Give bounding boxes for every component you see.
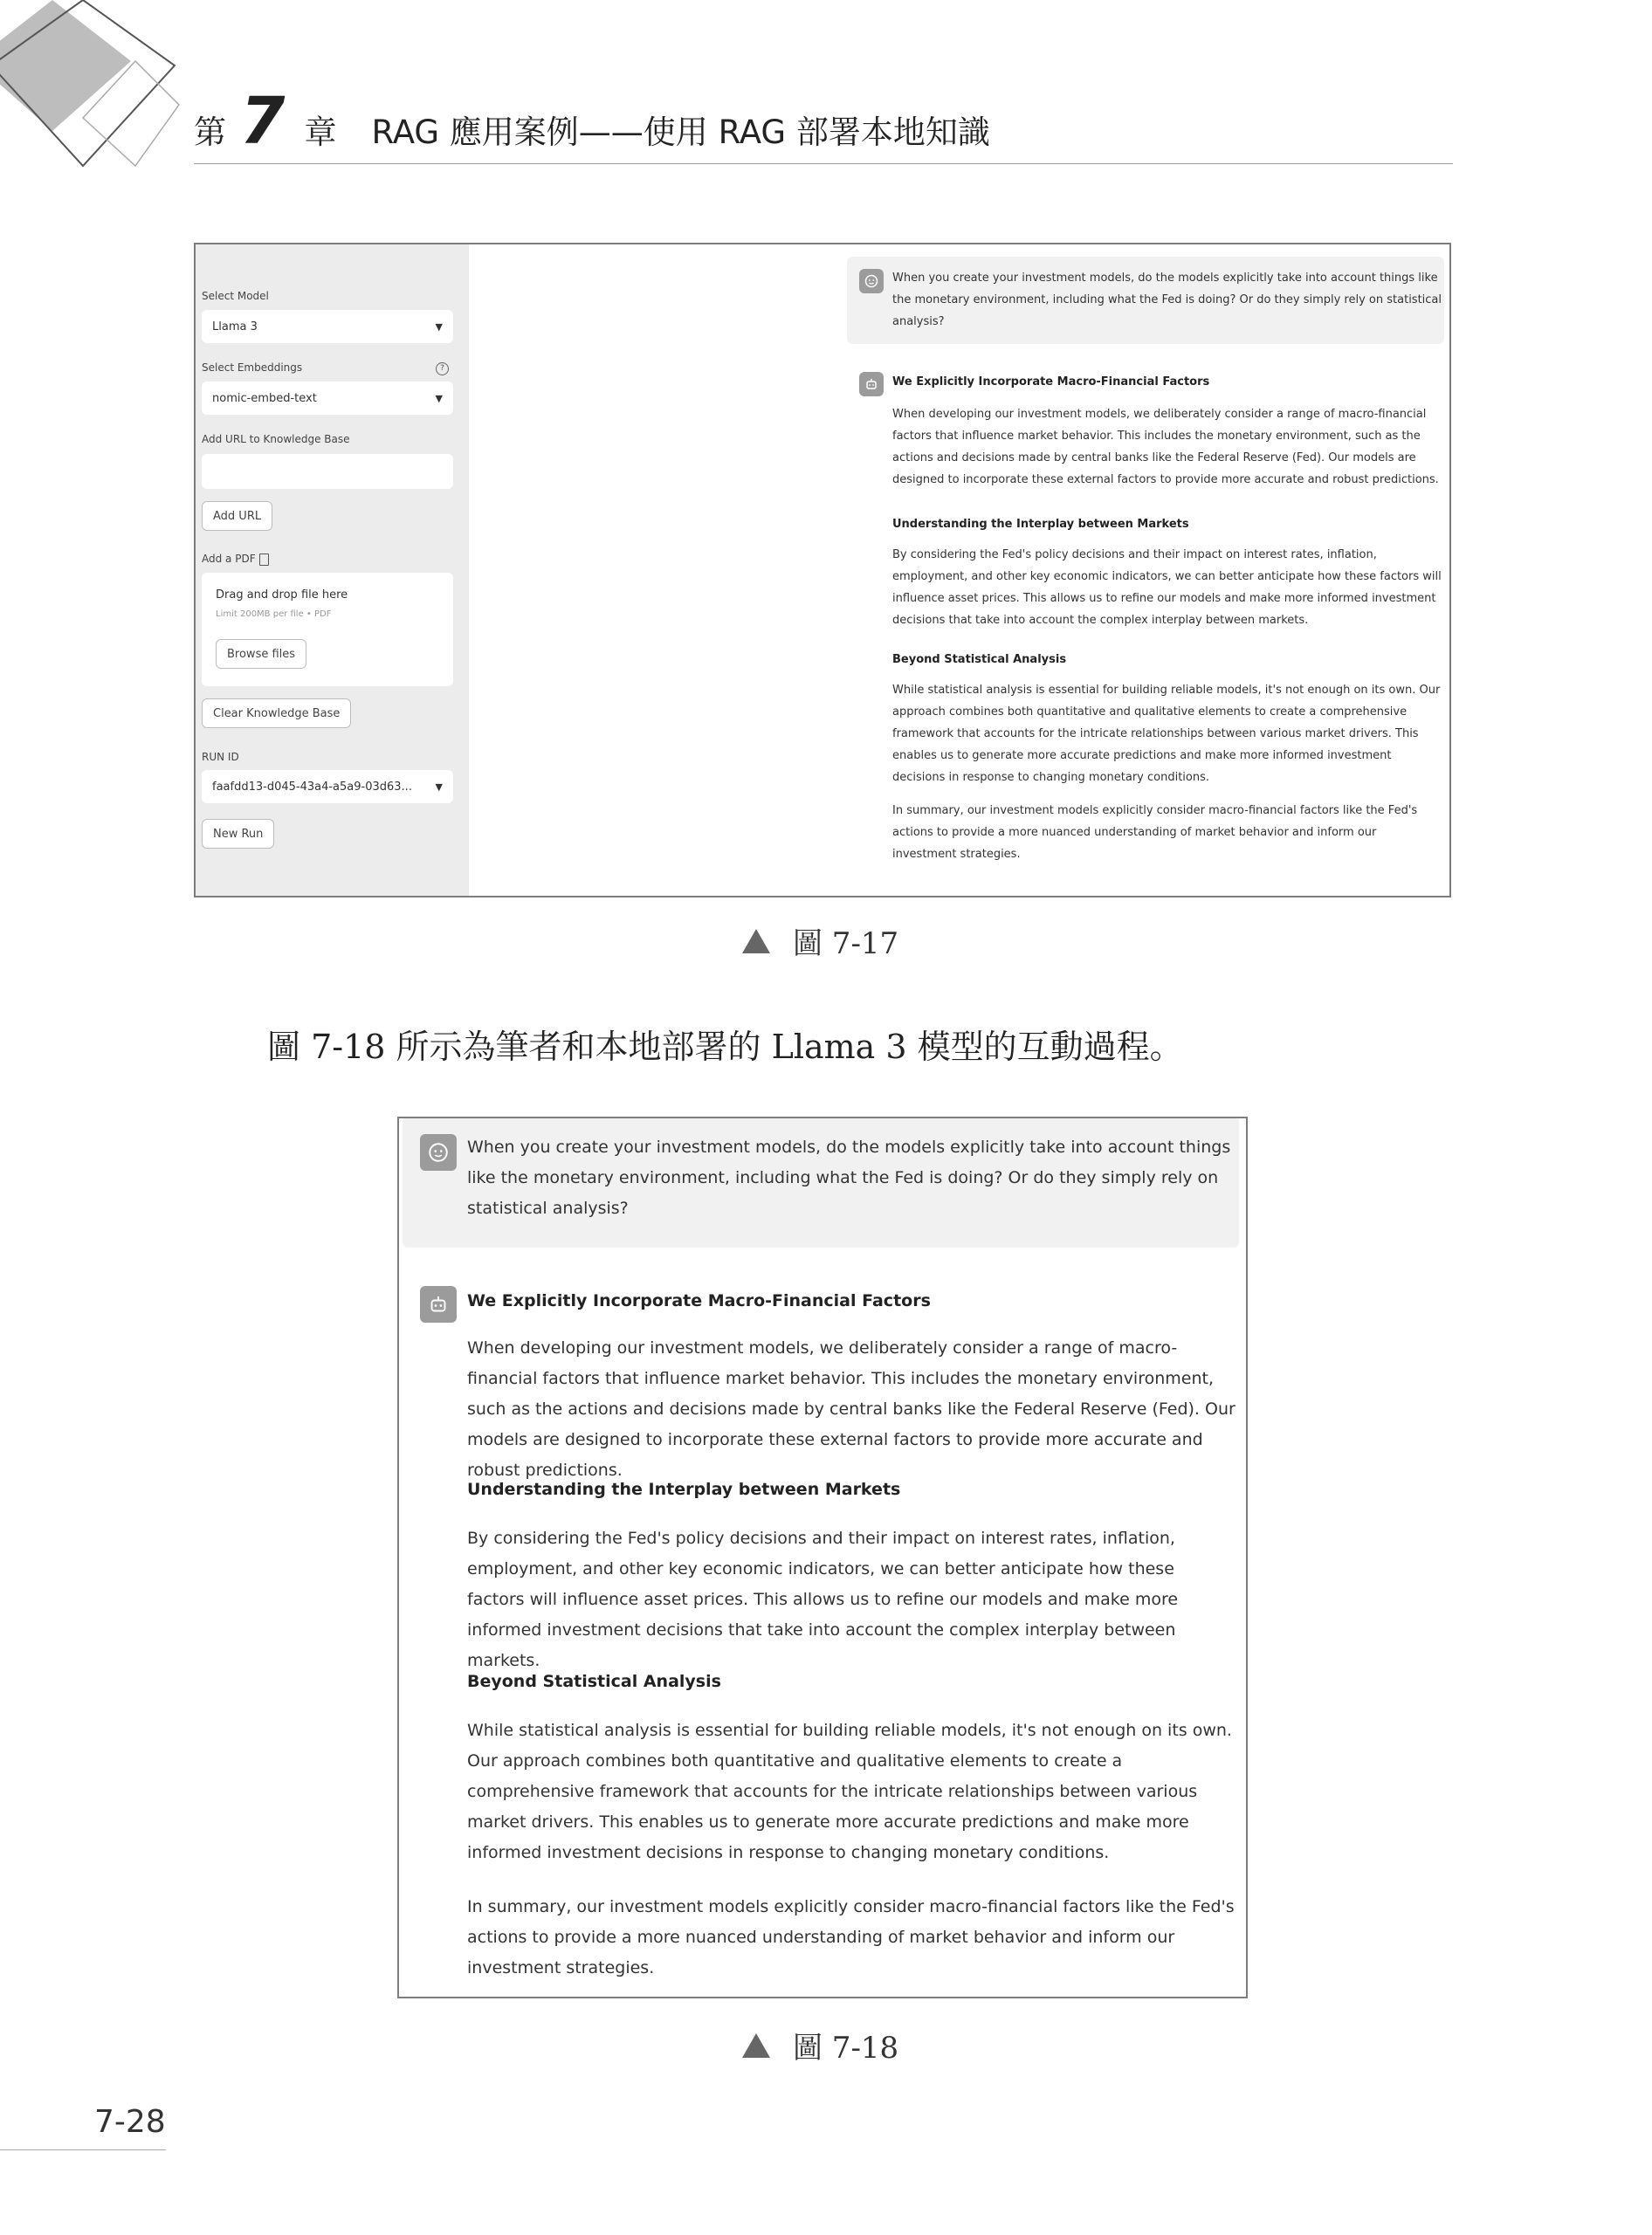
assistant-subheading-2: Beyond Statistical Analysis bbox=[892, 653, 1067, 666]
chapter-number: 7 bbox=[240, 84, 286, 159]
caption-triangle-icon bbox=[742, 929, 770, 953]
header-divider bbox=[194, 163, 1453, 164]
new-run-button[interactable]: New Run bbox=[202, 819, 274, 849]
select-embeddings-value: nomic-embed-text bbox=[212, 391, 317, 405]
assistant-paragraph-1: When developing our investment models, we deliberately consider a range of macro-financial factors that influence market behavior. This includes the monetary environment, such as the actions and decisions made by central banks like the Federal Reserve (Fed). Our models are designed to incorporate these external factors to provide more accurate and robust predictions. bbox=[467, 1338, 1236, 1480]
browse-files-button[interactable]: Browse files bbox=[216, 639, 306, 669]
chevron-down-icon: ▼ bbox=[435, 320, 443, 333]
assistant-paragraph-2: By considering the Fed's policy decisions and their impact on interest rates, inflation, employment, and other key economic indicators, we can better anticipate how these factors will influence asset prices. This allows us to refine our models and make more informed investment decisions that take into account the complex interplay between markets. bbox=[892, 548, 1442, 627]
footer-divider bbox=[0, 2149, 166, 2150]
add-pdf-label bbox=[202, 553, 269, 566]
figure-caption-7-18 bbox=[742, 2024, 898, 2067]
add-url-label: Add URL to Knowledge Base bbox=[202, 433, 350, 445]
assistant-paragraph-4: In summary, our investment models explicitly consider macro-financial factors like the Fed's actions to provide a more nuanced understanding of market behavior and inform our investment strategies. bbox=[467, 1897, 1235, 1977]
assistant-paragraph-2: By considering the Fed's policy decisions and their impact on interest rates, inflation, employment, and other key economic indicators, we can better anticipate how these factors will influence asset prices. This allows us to refine our models and make more informed investment decisions that take into account the complex interplay between markets. bbox=[467, 1529, 1179, 1670]
clear-knowledge-base-button[interactable]: Clear Knowledge Base bbox=[202, 698, 351, 728]
chapter-suffix: 章 bbox=[304, 113, 337, 151]
user-message-text: When you create your investment models, do the models explicitly take into account things like the monetary environment, including what the Fed is doing? Or do they simply rely on statistical analysis? bbox=[892, 272, 1442, 328]
add-url-input[interactable] bbox=[202, 454, 453, 489]
sidebar bbox=[196, 244, 469, 896]
chapter-title: RAG 應用案例——使用 RAG 部署本地知識 bbox=[371, 113, 990, 151]
figure-7-17-screenshot bbox=[194, 243, 1451, 897]
chevron-down-icon: ▼ bbox=[435, 392, 443, 404]
assistant-subheading-2: Beyond Statistical Analysis bbox=[467, 1672, 721, 1691]
user-message-bubble bbox=[403, 1118, 1239, 1248]
select-model-dropdown[interactable] bbox=[202, 310, 453, 343]
figure-7-18-screenshot bbox=[397, 1117, 1248, 1998]
select-embeddings-label: Select Embeddings bbox=[202, 361, 303, 374]
file-icon bbox=[259, 554, 269, 566]
chapter-header bbox=[194, 84, 990, 159]
help-icon[interactable]: ? bbox=[436, 362, 449, 375]
assistant-heading: We Explicitly Incorporate Macro-Financial Factors bbox=[892, 375, 1210, 389]
caption-triangle-icon bbox=[742, 2033, 770, 2058]
select-embeddings-dropdown[interactable] bbox=[202, 382, 453, 415]
figure-caption-7-17 bbox=[742, 919, 898, 962]
select-model-value: Llama 3 bbox=[212, 320, 258, 334]
assistant-paragraph-1: When developing our investment models, we deliberately consider a range of macro-financial factors that influence market behavior. This includes the monetary environment, such as the actions and decisions made by central banks like the Federal Reserve (Fed). Our models are designed to incorporate these external factors to provide more accurate and robust predictions. bbox=[892, 408, 1439, 486]
assistant-heading: We Explicitly Incorporate Macro-Financial Factors bbox=[467, 1291, 931, 1310]
body-paragraph: 圖 7-18 所示為筆者和本地部署的 Llama 3 模型的互動過程。 bbox=[267, 1028, 1183, 1066]
run-id-dropdown[interactable] bbox=[202, 770, 453, 803]
user-avatar-icon bbox=[859, 269, 884, 293]
assistant-paragraph-3: While statistical analysis is essential for building reliable models, it's not enough on its own. Our approach combines both quantitative and qualitative elements to create a comprehensive framework that accounts for the intricate relationships between various market drivers. This enables us to generate more accurate predictions and make more informed investment decisions in response to changing monetary conditions. bbox=[892, 684, 1441, 784]
user-message-text: When you create your investment models, do the models explicitly take into account things like the monetary environment, including what the Fed is doing? Or do they simply rely on statistical analysis? bbox=[467, 1138, 1231, 1218]
select-model-label: Select Model bbox=[202, 290, 269, 302]
chevron-down-icon: ▼ bbox=[435, 781, 443, 793]
user-avatar-icon bbox=[420, 1134, 457, 1171]
assistant-subheading-1: Understanding the Interplay between Markets bbox=[467, 1480, 901, 1499]
dropzone-title: Drag and drop file here bbox=[216, 588, 348, 602]
caption-text: 圖 7-18 bbox=[793, 2031, 899, 2066]
corner-diamond-decoration bbox=[0, 0, 183, 183]
add-url-button[interactable]: Add URL bbox=[202, 501, 272, 531]
chapter-prefix: 第 bbox=[194, 113, 226, 151]
assistant-paragraph-4: In summary, our investment models explicitly consider macro-financial factors like the Fed's actions to provide a more nuanced understanding of market behavior and inform our investment strategies. bbox=[892, 804, 1418, 861]
pdf-dropzone[interactable] bbox=[202, 573, 453, 686]
add-pdf-label-text: Add a PDF bbox=[202, 553, 256, 565]
caption-text: 圖 7-17 bbox=[793, 926, 899, 961]
page-number: 7-28 bbox=[94, 2104, 166, 2140]
run-id-value: faafdd13-d045-43a4-a5a9-03d63... bbox=[212, 780, 412, 794]
assistant-paragraph-3: While statistical analysis is essential for building reliable models, it's not enough on its own. Our approach combines both quantitative and qualitative elements to create a comprehensive framework that accounts for the intricate relationships between various market drivers. This enables us to generate more accurate predictions and make more informed investment decisions in response to changing monetary conditions. bbox=[467, 1721, 1232, 1862]
user-message-bubble bbox=[847, 257, 1444, 344]
assistant-avatar-icon bbox=[420, 1286, 457, 1323]
dropzone-limit: Limit 200MB per file • PDF bbox=[216, 609, 332, 619]
assistant-avatar-icon bbox=[859, 372, 884, 396]
assistant-subheading-1: Understanding the Interplay between Markets bbox=[892, 518, 1189, 531]
run-id-label: RUN ID bbox=[202, 751, 239, 763]
